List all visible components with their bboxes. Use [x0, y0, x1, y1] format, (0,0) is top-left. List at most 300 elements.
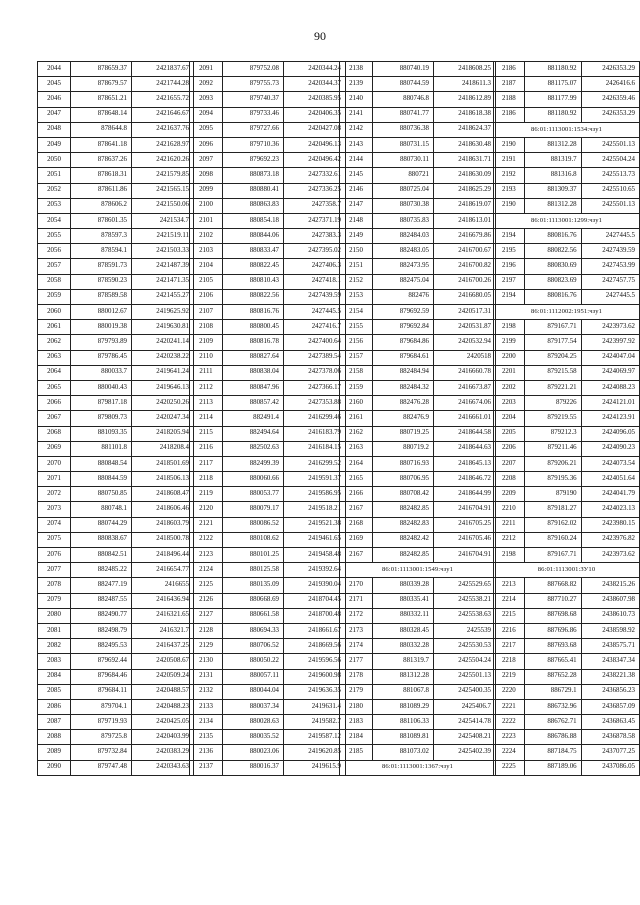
x-coordinate: 879160.24: [524, 532, 581, 547]
point-number: 2201: [494, 365, 525, 380]
point-number: 2121: [190, 517, 223, 532]
point-number: 2222: [494, 715, 525, 730]
y-coordinate: 2418630.09: [434, 168, 496, 183]
table-row: [494, 168, 640, 183]
x-coordinate: 880833.47: [223, 244, 284, 259]
y-coordinate: 2427445.5: [581, 289, 639, 304]
x-coordinate: 882477.19: [71, 578, 132, 593]
point-number: 2195: [494, 244, 525, 259]
x-coordinate: 878679.57: [71, 77, 132, 92]
y-coordinate: 2424047.04: [581, 350, 639, 365]
x-coordinate: 882498.79: [71, 623, 132, 638]
x-coordinate: 882484.94: [373, 365, 434, 380]
y-coordinate: 2438610.73: [581, 608, 639, 623]
y-coordinate: 2437077.25: [581, 745, 639, 760]
point-number: 2194: [494, 229, 525, 244]
table-row: [340, 472, 496, 487]
x-coordinate: 879692.59: [373, 305, 434, 320]
x-coordinate: 880101.25: [223, 548, 284, 563]
y-coordinate: 2427406.3: [284, 259, 346, 274]
point-number: 2123: [190, 548, 223, 563]
x-coordinate: 880838.04: [223, 365, 284, 380]
x-coordinate: 879704.1: [71, 699, 132, 714]
point-number: 2183: [340, 715, 373, 730]
table-row: [494, 532, 640, 547]
y-coordinate: 2425504.24: [434, 654, 496, 669]
point-number: 2070: [38, 456, 71, 471]
y-coordinate: 2425501.13: [581, 137, 639, 152]
x-coordinate: 886786.88: [524, 730, 581, 745]
point-number: 2204: [494, 411, 525, 426]
y-coordinate: 2421744.28: [132, 77, 194, 92]
x-coordinate: 880057.11: [223, 669, 284, 684]
x-coordinate: 879190: [524, 487, 581, 502]
table-row: [340, 669, 496, 684]
x-coordinate: 881175.07: [524, 77, 581, 92]
point-number: 2184: [340, 730, 373, 745]
table-row: [340, 77, 496, 92]
x-coordinate: 887693.68: [524, 639, 581, 654]
y-coordinate: 2418608.25: [434, 62, 496, 77]
y-coordinate: 2416184.15: [284, 441, 346, 456]
table-row: [190, 289, 346, 304]
y-coordinate: 2436857.09: [581, 699, 639, 714]
cadastral-number: 86:01:1113001:1534:чзу1: [494, 122, 640, 137]
x-coordinate: 882485.22: [71, 563, 132, 578]
coordinates-table-1: [37, 61, 194, 776]
table-row: [38, 168, 194, 183]
y-coordinate: 2420344.37: [284, 77, 346, 92]
table-row: [340, 548, 496, 563]
y-coordinate: 2426359.46: [581, 92, 639, 107]
y-coordinate: 2420385.95: [284, 92, 346, 107]
x-coordinate: 880016.37: [223, 760, 284, 775]
table-row: [340, 320, 496, 335]
point-number: 2099: [190, 183, 223, 198]
x-coordinate: 879755.73: [223, 77, 284, 92]
y-coordinate: 2420531.87: [434, 320, 496, 335]
point-number: 2044: [38, 62, 71, 77]
coordinates-table-2: [189, 61, 346, 776]
x-coordinate: 879692.23: [223, 153, 284, 168]
y-coordinate: 2420532.94: [434, 335, 496, 350]
table-row: [190, 669, 346, 684]
table-row: [38, 608, 194, 623]
x-coordinate: 879786.45: [71, 350, 132, 365]
point-number: 2188: [494, 92, 525, 107]
table-row: [494, 244, 640, 259]
x-coordinate: 879226: [524, 396, 581, 411]
y-coordinate: 2416674.06: [434, 396, 496, 411]
table-row: [38, 183, 194, 198]
x-coordinate: 887668.82: [524, 578, 581, 593]
x-coordinate: 882494.64: [223, 426, 284, 441]
y-coordinate: 2425501.13: [581, 198, 639, 213]
x-coordinate: 879692.44: [71, 654, 132, 669]
y-coordinate: 2418624.37: [434, 122, 496, 137]
x-coordinate: 879740.37: [223, 92, 284, 107]
point-number: 2067: [38, 411, 71, 426]
x-coordinate: 880332.11: [373, 608, 434, 623]
point-number: 2152: [340, 274, 373, 289]
y-coordinate: 2419521.38: [284, 517, 346, 532]
point-number: 2102: [190, 229, 223, 244]
point-number: 2174: [340, 639, 373, 654]
table-row: [38, 77, 194, 92]
y-coordinate: 2427383.3: [284, 229, 346, 244]
point-number: 2058: [38, 274, 71, 289]
point-number: 2211: [494, 517, 525, 532]
table-row: [340, 639, 496, 654]
point-number: 2073: [38, 502, 71, 517]
table-row: [340, 274, 496, 289]
point-number: 2109: [190, 335, 223, 350]
point-number: 2149: [340, 229, 373, 244]
x-coordinate: 880040.43: [71, 380, 132, 395]
table-row: [190, 77, 346, 92]
table-row: [190, 305, 346, 320]
table-row: [190, 548, 346, 563]
x-coordinate: 886762.71: [524, 715, 581, 730]
point-number: 2094: [190, 107, 223, 122]
y-coordinate: 2424051.64: [581, 472, 639, 487]
point-number: 2167: [340, 548, 373, 563]
table-row: [38, 396, 194, 411]
y-coordinate: 2427445.5: [284, 305, 346, 320]
x-coordinate: 880719.25: [373, 426, 434, 441]
table-row: [494, 335, 640, 350]
table-row: [494, 684, 640, 699]
table-row: [494, 669, 640, 684]
x-coordinate: 880880.41: [223, 183, 284, 198]
x-coordinate: 880135.09: [223, 578, 284, 593]
point-number: 2191: [494, 153, 525, 168]
point-number: 2059: [38, 289, 71, 304]
x-coordinate: 880816.76: [524, 229, 581, 244]
table-row: [190, 365, 346, 380]
x-coordinate: 878591.73: [71, 259, 132, 274]
table-row: [190, 229, 346, 244]
table-row: [340, 244, 496, 259]
x-coordinate: 880125.58: [223, 563, 284, 578]
point-number: 2130: [190, 654, 223, 669]
table-row: [340, 593, 496, 608]
point-number: 2158: [340, 365, 373, 380]
table-row: [190, 487, 346, 502]
table-row: [38, 441, 194, 456]
table-row: [38, 623, 194, 638]
table-row: [340, 122, 496, 137]
x-coordinate: 881319.7: [373, 654, 434, 669]
point-number: 2217: [494, 639, 525, 654]
table-row: [38, 745, 194, 760]
y-coordinate: 2419390.04: [284, 578, 346, 593]
table-row: [38, 684, 194, 699]
point-number: 2137: [190, 760, 223, 775]
y-coordinate: 2418700.48: [284, 608, 346, 623]
y-coordinate: 2426353.29: [581, 62, 639, 77]
point-number: 2081: [38, 623, 71, 638]
point-number: 2055: [38, 229, 71, 244]
point-number: 2168: [340, 517, 373, 532]
table-row: [340, 532, 496, 547]
point-number: 2063: [38, 350, 71, 365]
x-coordinate: 882476: [373, 289, 434, 304]
table-row: [38, 350, 194, 365]
y-coordinate: 2418608.47: [132, 487, 194, 502]
y-coordinate: 2421565.15: [132, 183, 194, 198]
point-number: 2224: [494, 745, 525, 760]
y-coordinate: 2416321.7: [132, 623, 194, 638]
y-coordinate: 2416660.78: [434, 365, 496, 380]
point-number: 2097: [190, 153, 223, 168]
x-coordinate: 880661.58: [223, 608, 284, 623]
y-coordinate: 2418501.69: [132, 456, 194, 471]
table-row: [494, 350, 640, 365]
point-number: 2091: [190, 62, 223, 77]
y-coordinate: 2416680.05: [434, 289, 496, 304]
point-number: 2064: [38, 365, 71, 380]
table-row: [190, 441, 346, 456]
x-coordinate: 880706.95: [373, 472, 434, 487]
point-number: 2141: [340, 107, 373, 122]
x-coordinate: 881312.28: [373, 669, 434, 684]
table-row: [340, 350, 496, 365]
x-coordinate: 879733.46: [223, 107, 284, 122]
x-coordinate: 880716.93: [373, 456, 434, 471]
point-number: 2096: [190, 137, 223, 152]
point-number: 2163: [340, 441, 373, 456]
table-row: [190, 153, 346, 168]
table-row: [340, 107, 496, 122]
cadastral-number: 86:01:1113001:1299:чзу1: [494, 213, 640, 228]
table-row: [340, 198, 496, 213]
x-coordinate: 880053.77: [223, 487, 284, 502]
x-coordinate: 880744.29: [71, 517, 132, 532]
y-coordinate: 2418644.99: [434, 487, 496, 502]
table-row: [340, 487, 496, 502]
point-number: 2071: [38, 472, 71, 487]
x-coordinate: 879684.86: [373, 335, 434, 350]
point-number: 2090: [38, 760, 71, 775]
y-coordinate: 2425414.78: [434, 715, 496, 730]
cadastral-number: 86:01:1113001:1367:чзу1: [340, 760, 496, 775]
x-coordinate: 882487.55: [71, 593, 132, 608]
point-number: 2145: [340, 168, 373, 183]
y-coordinate: 2418496.44: [132, 548, 194, 563]
x-coordinate: 878590.23: [71, 274, 132, 289]
x-coordinate: 887184.75: [524, 745, 581, 760]
y-coordinate: 2427439.59: [581, 244, 639, 259]
y-coordinate: 2420517.31: [434, 305, 496, 320]
table-row: [38, 715, 194, 730]
y-coordinate: 2421550.06: [132, 198, 194, 213]
table-row: [190, 502, 346, 517]
table-row: [340, 456, 496, 471]
table-row: [494, 259, 640, 274]
x-coordinate: 879719.93: [71, 715, 132, 730]
x-coordinate: 880842.51: [71, 548, 132, 563]
y-coordinate: 2425402.39: [434, 745, 496, 760]
x-coordinate: 881180.92: [524, 62, 581, 77]
table-row: [190, 107, 346, 122]
x-coordinate: 879727.66: [223, 122, 284, 137]
x-coordinate: 880847.96: [223, 380, 284, 395]
y-coordinate: 2418669.56: [284, 639, 346, 654]
y-coordinate: 2416661.01: [434, 411, 496, 426]
point-number: 2084: [38, 669, 71, 684]
y-coordinate: 2419641.24: [132, 365, 194, 380]
table-row: [494, 593, 640, 608]
table-row: [190, 259, 346, 274]
table-row: [494, 320, 640, 335]
y-coordinate: 2424121.01: [581, 396, 639, 411]
y-coordinate: 2426353.29: [581, 107, 639, 122]
x-coordinate: 879732.84: [71, 745, 132, 760]
point-number: 2155: [340, 320, 373, 335]
table-row: [38, 532, 194, 547]
x-coordinate: 880023.06: [223, 745, 284, 760]
table-row: [340, 730, 496, 745]
point-number: 2198: [494, 320, 525, 335]
section-row: [340, 760, 496, 775]
table-row: [190, 183, 346, 198]
section-row: [494, 563, 640, 578]
point-number: 2213: [494, 578, 525, 593]
y-coordinate: 2427371.19: [284, 213, 346, 228]
x-coordinate: 881089.81: [373, 730, 434, 745]
table-row: [340, 153, 496, 168]
x-coordinate: 881089.29: [373, 699, 434, 714]
x-coordinate: 881093.35: [71, 426, 132, 441]
x-coordinate: 880827.64: [223, 350, 284, 365]
table-row: [38, 92, 194, 107]
table-row: [494, 396, 640, 411]
point-number: 2057: [38, 259, 71, 274]
y-coordinate: 2416705.25: [434, 517, 496, 532]
table-row: [340, 654, 496, 669]
y-coordinate: 2416654.77: [132, 563, 194, 578]
y-coordinate: 2421534.7: [132, 213, 194, 228]
table-row: [38, 107, 194, 122]
table-row: [38, 654, 194, 669]
point-number: 2098: [190, 168, 223, 183]
point-number: 2162: [340, 426, 373, 441]
x-coordinate: 878648.14: [71, 107, 132, 122]
table-row: [190, 684, 346, 699]
table-row: [340, 137, 496, 152]
y-coordinate: 2418704.45: [284, 593, 346, 608]
y-coordinate: 2424096.05: [581, 426, 639, 441]
point-number: 2203: [494, 396, 525, 411]
x-coordinate: 881312.28: [524, 137, 581, 152]
point-number: 2116: [190, 441, 223, 456]
y-coordinate: 2426416.6: [581, 77, 639, 92]
table-row: [190, 62, 346, 77]
y-coordinate: 2416299.46: [284, 411, 346, 426]
y-coordinate: 2438215.26: [581, 578, 639, 593]
table-row: [340, 396, 496, 411]
x-coordinate: 880736.38: [373, 122, 434, 137]
y-coordinate: 2416321.65: [132, 608, 194, 623]
x-coordinate: 880844.59: [71, 472, 132, 487]
table-row: [494, 730, 640, 745]
table-row: [494, 654, 640, 669]
table-row: [340, 92, 496, 107]
y-coordinate: 2416299.52: [284, 456, 346, 471]
y-coordinate: 2436863.45: [581, 715, 639, 730]
x-coordinate: 882482.85: [373, 548, 434, 563]
y-coordinate: 2420496.13: [284, 137, 346, 152]
point-number: 2200: [494, 350, 525, 365]
point-number: 2133: [190, 699, 223, 714]
x-coordinate: 880822.56: [223, 289, 284, 304]
x-coordinate: 882482.85: [373, 502, 434, 517]
table-row: [494, 578, 640, 593]
x-coordinate: 881101.8: [71, 441, 132, 456]
point-number: 2108: [190, 320, 223, 335]
x-coordinate: 887189.06: [524, 760, 581, 775]
y-coordinate: 2427389.54: [284, 350, 346, 365]
y-coordinate: 2438598.92: [581, 623, 639, 638]
x-coordinate: 879684.46: [71, 669, 132, 684]
y-coordinate: 2416704.91: [434, 548, 496, 563]
y-coordinate: 2421655.72: [132, 92, 194, 107]
x-coordinate: 881106.33: [373, 715, 434, 730]
y-coordinate: 2420247.34: [132, 411, 194, 426]
table-row: [190, 472, 346, 487]
x-coordinate: 879177.54: [524, 335, 581, 350]
table-row: [494, 62, 640, 77]
point-number: 2202: [494, 380, 525, 395]
y-coordinate: 2420406.35: [284, 107, 346, 122]
table-row: [190, 350, 346, 365]
y-coordinate: 2416700.26: [434, 274, 496, 289]
table-row: [494, 380, 640, 395]
table-row: [38, 517, 194, 532]
y-coordinate: 2427439.59: [284, 289, 346, 304]
x-coordinate: 879206.21: [524, 456, 581, 471]
point-number: 2143: [340, 137, 373, 152]
x-coordinate: 880746.8: [373, 92, 434, 107]
y-coordinate: 2423973.62: [581, 320, 639, 335]
table-row: [38, 548, 194, 563]
point-number: 2126: [190, 593, 223, 608]
x-coordinate: 880730.38: [373, 198, 434, 213]
table-row: [340, 608, 496, 623]
x-coordinate: 879684.61: [373, 350, 434, 365]
y-coordinate: 2416673.87: [434, 380, 496, 395]
point-number: 2190: [494, 137, 525, 152]
y-coordinate: 2421519.11: [132, 229, 194, 244]
x-coordinate: 878611.86: [71, 183, 132, 198]
y-coordinate: 2427336.25: [284, 183, 346, 198]
table-row: [38, 153, 194, 168]
y-coordinate: 2425513.73: [581, 168, 639, 183]
x-coordinate: 879817.18: [71, 396, 132, 411]
y-coordinate: 2418645.13: [434, 456, 496, 471]
y-coordinate: 2423973.62: [581, 548, 639, 563]
table-row: [190, 715, 346, 730]
y-coordinate: 2420496.42: [284, 153, 346, 168]
table-row: [340, 229, 496, 244]
x-coordinate: 880844.06: [223, 229, 284, 244]
x-coordinate: 880033.7: [71, 365, 132, 380]
table-row: [38, 122, 194, 137]
x-coordinate: 880741.77: [373, 107, 434, 122]
table-row: [340, 502, 496, 517]
point-number: 2129: [190, 639, 223, 654]
